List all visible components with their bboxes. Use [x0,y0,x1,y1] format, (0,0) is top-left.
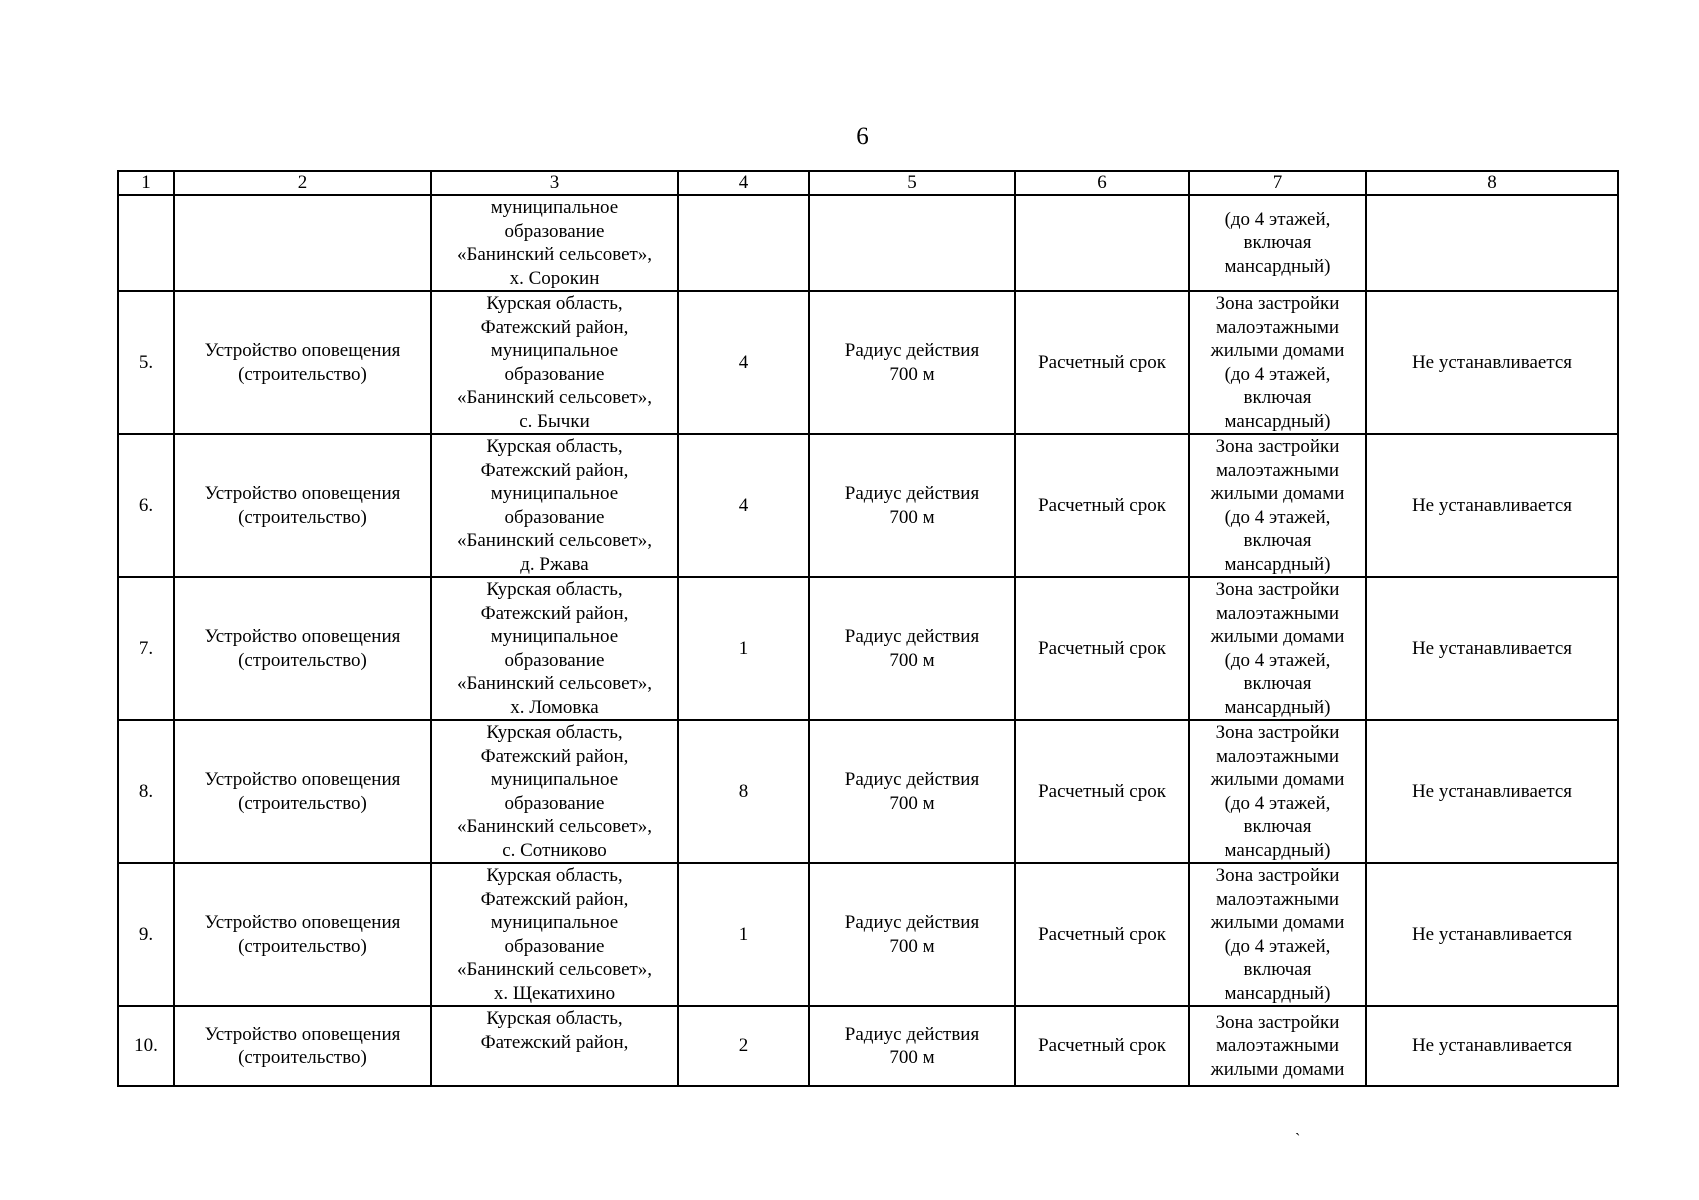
location-cell: Курская область, Фатежский район, муниципальное образование «Банинский сельсовет», д. Ржава [431,434,678,577]
restriction-cell: Не устанавливается [1366,434,1618,577]
count-cell: 8 [678,720,809,863]
location-cell: Курская область, Фатежский район, муниципальное образование «Банинский сельсовет», с. Сотниково [431,720,678,863]
objects-table [117,170,1619,1087]
header-cell: 7 [1189,171,1366,195]
characteristic-cell: Радиус действия 700 м [809,434,1015,577]
restriction-cell [1366,195,1618,291]
count-cell: 4 [678,434,809,577]
term-cell: Расчетный срок [1015,434,1189,577]
table-row [118,863,1618,1006]
count-cell: 1 [678,577,809,720]
table-row [118,1006,1618,1086]
header-cell: 4 [678,171,809,195]
num-cell [118,195,174,291]
count-cell [678,195,809,291]
num-cell: 8. [118,720,174,863]
restriction-cell: Не устанавливается [1366,291,1618,434]
stray-mark: ` [1295,1131,1301,1148]
header-cell: 8 [1366,171,1618,195]
num-cell: 5. [118,291,174,434]
name-cell: Устройство оповещения (строительство) [174,434,431,577]
name-cell [174,195,431,291]
term-cell: Расчетный срок [1015,291,1189,434]
header-cell: 2 [174,171,431,195]
header-cell: 6 [1015,171,1189,195]
zone-cell: Зона застройки малоэтажными жилыми домами (до 4 этажей, включая мансардный) [1189,720,1366,863]
characteristic-cell [809,195,1015,291]
term-cell: Расчетный срок [1015,1006,1189,1086]
restriction-cell: Не устанавливается [1366,1006,1618,1086]
term-cell: Расчетный срок [1015,577,1189,720]
location-cell: Курская область, Фатежский район, [431,1006,678,1086]
zone-cell: Зона застройки малоэтажными жилыми домами [1189,1006,1366,1086]
zone-cell: Зона застройки малоэтажными жилыми домами (до 4 этажей, включая мансардный) [1189,577,1366,720]
name-cell: Устройство оповещения (строительство) [174,291,431,434]
name-cell: Устройство оповещения (строительство) [174,577,431,720]
location-cell: Курская область, Фатежский район, муниципальное образование «Банинский сельсовет», х. Ломовка [431,577,678,720]
location-cell: Курская область, Фатежский район, муниципальное образование «Банинский сельсовет», с. Бычки [431,291,678,434]
num-cell: 7. [118,577,174,720]
term-cell: Расчетный срок [1015,863,1189,1006]
count-cell: 1 [678,863,809,1006]
location-cell: муниципальное образование «Банинский сельсовет», х. Сорокин [431,195,678,291]
count-cell: 2 [678,1006,809,1086]
header-row [118,171,1618,195]
characteristic-cell: Радиус действия 700 м [809,1006,1015,1086]
zone-cell: Зона застройки малоэтажными жилыми домами (до 4 этажей, включая мансардный) [1189,863,1366,1006]
zone-cell: Зона застройки малоэтажными жилыми домами (до 4 этажей, включая мансардный) [1189,434,1366,577]
table-row [118,434,1618,577]
name-cell: Устройство оповещения (строительство) [174,720,431,863]
term-cell [1015,195,1189,291]
characteristic-cell: Радиус действия 700 м [809,291,1015,434]
num-cell: 6. [118,434,174,577]
restriction-cell: Не устанавливается [1366,577,1618,720]
characteristic-cell: Радиус действия 700 м [809,863,1015,1006]
num-cell: 10. [118,1006,174,1086]
header-cell: 1 [118,171,174,195]
count-cell: 4 [678,291,809,434]
zone-cell: (до 4 этажей, включая мансардный) [1189,195,1366,291]
continued-row [118,195,1618,291]
num-cell: 9. [118,863,174,1006]
table-row [118,291,1618,434]
table-row [118,720,1618,863]
name-cell: Устройство оповещения (строительство) [174,1006,431,1086]
table-row [118,577,1618,720]
restriction-cell: Не устанавливается [1366,720,1618,863]
term-cell: Расчетный срок [1015,720,1189,863]
zone-cell: Зона застройки малоэтажными жилыми домами (до 4 этажей, включая мансардный) [1189,291,1366,434]
characteristic-cell: Радиус действия 700 м [809,577,1015,720]
location-cell: Курская область, Фатежский район, муниципальное образование «Банинский сельсовет», х. Щекатихино [431,863,678,1006]
name-cell: Устройство оповещения (строительство) [174,863,431,1006]
page-number: 6 [856,123,869,150]
restriction-cell: Не устанавливается [1366,863,1618,1006]
characteristic-cell: Радиус действия 700 м [809,720,1015,863]
header-cell: 5 [809,171,1015,195]
header-cell: 3 [431,171,678,195]
